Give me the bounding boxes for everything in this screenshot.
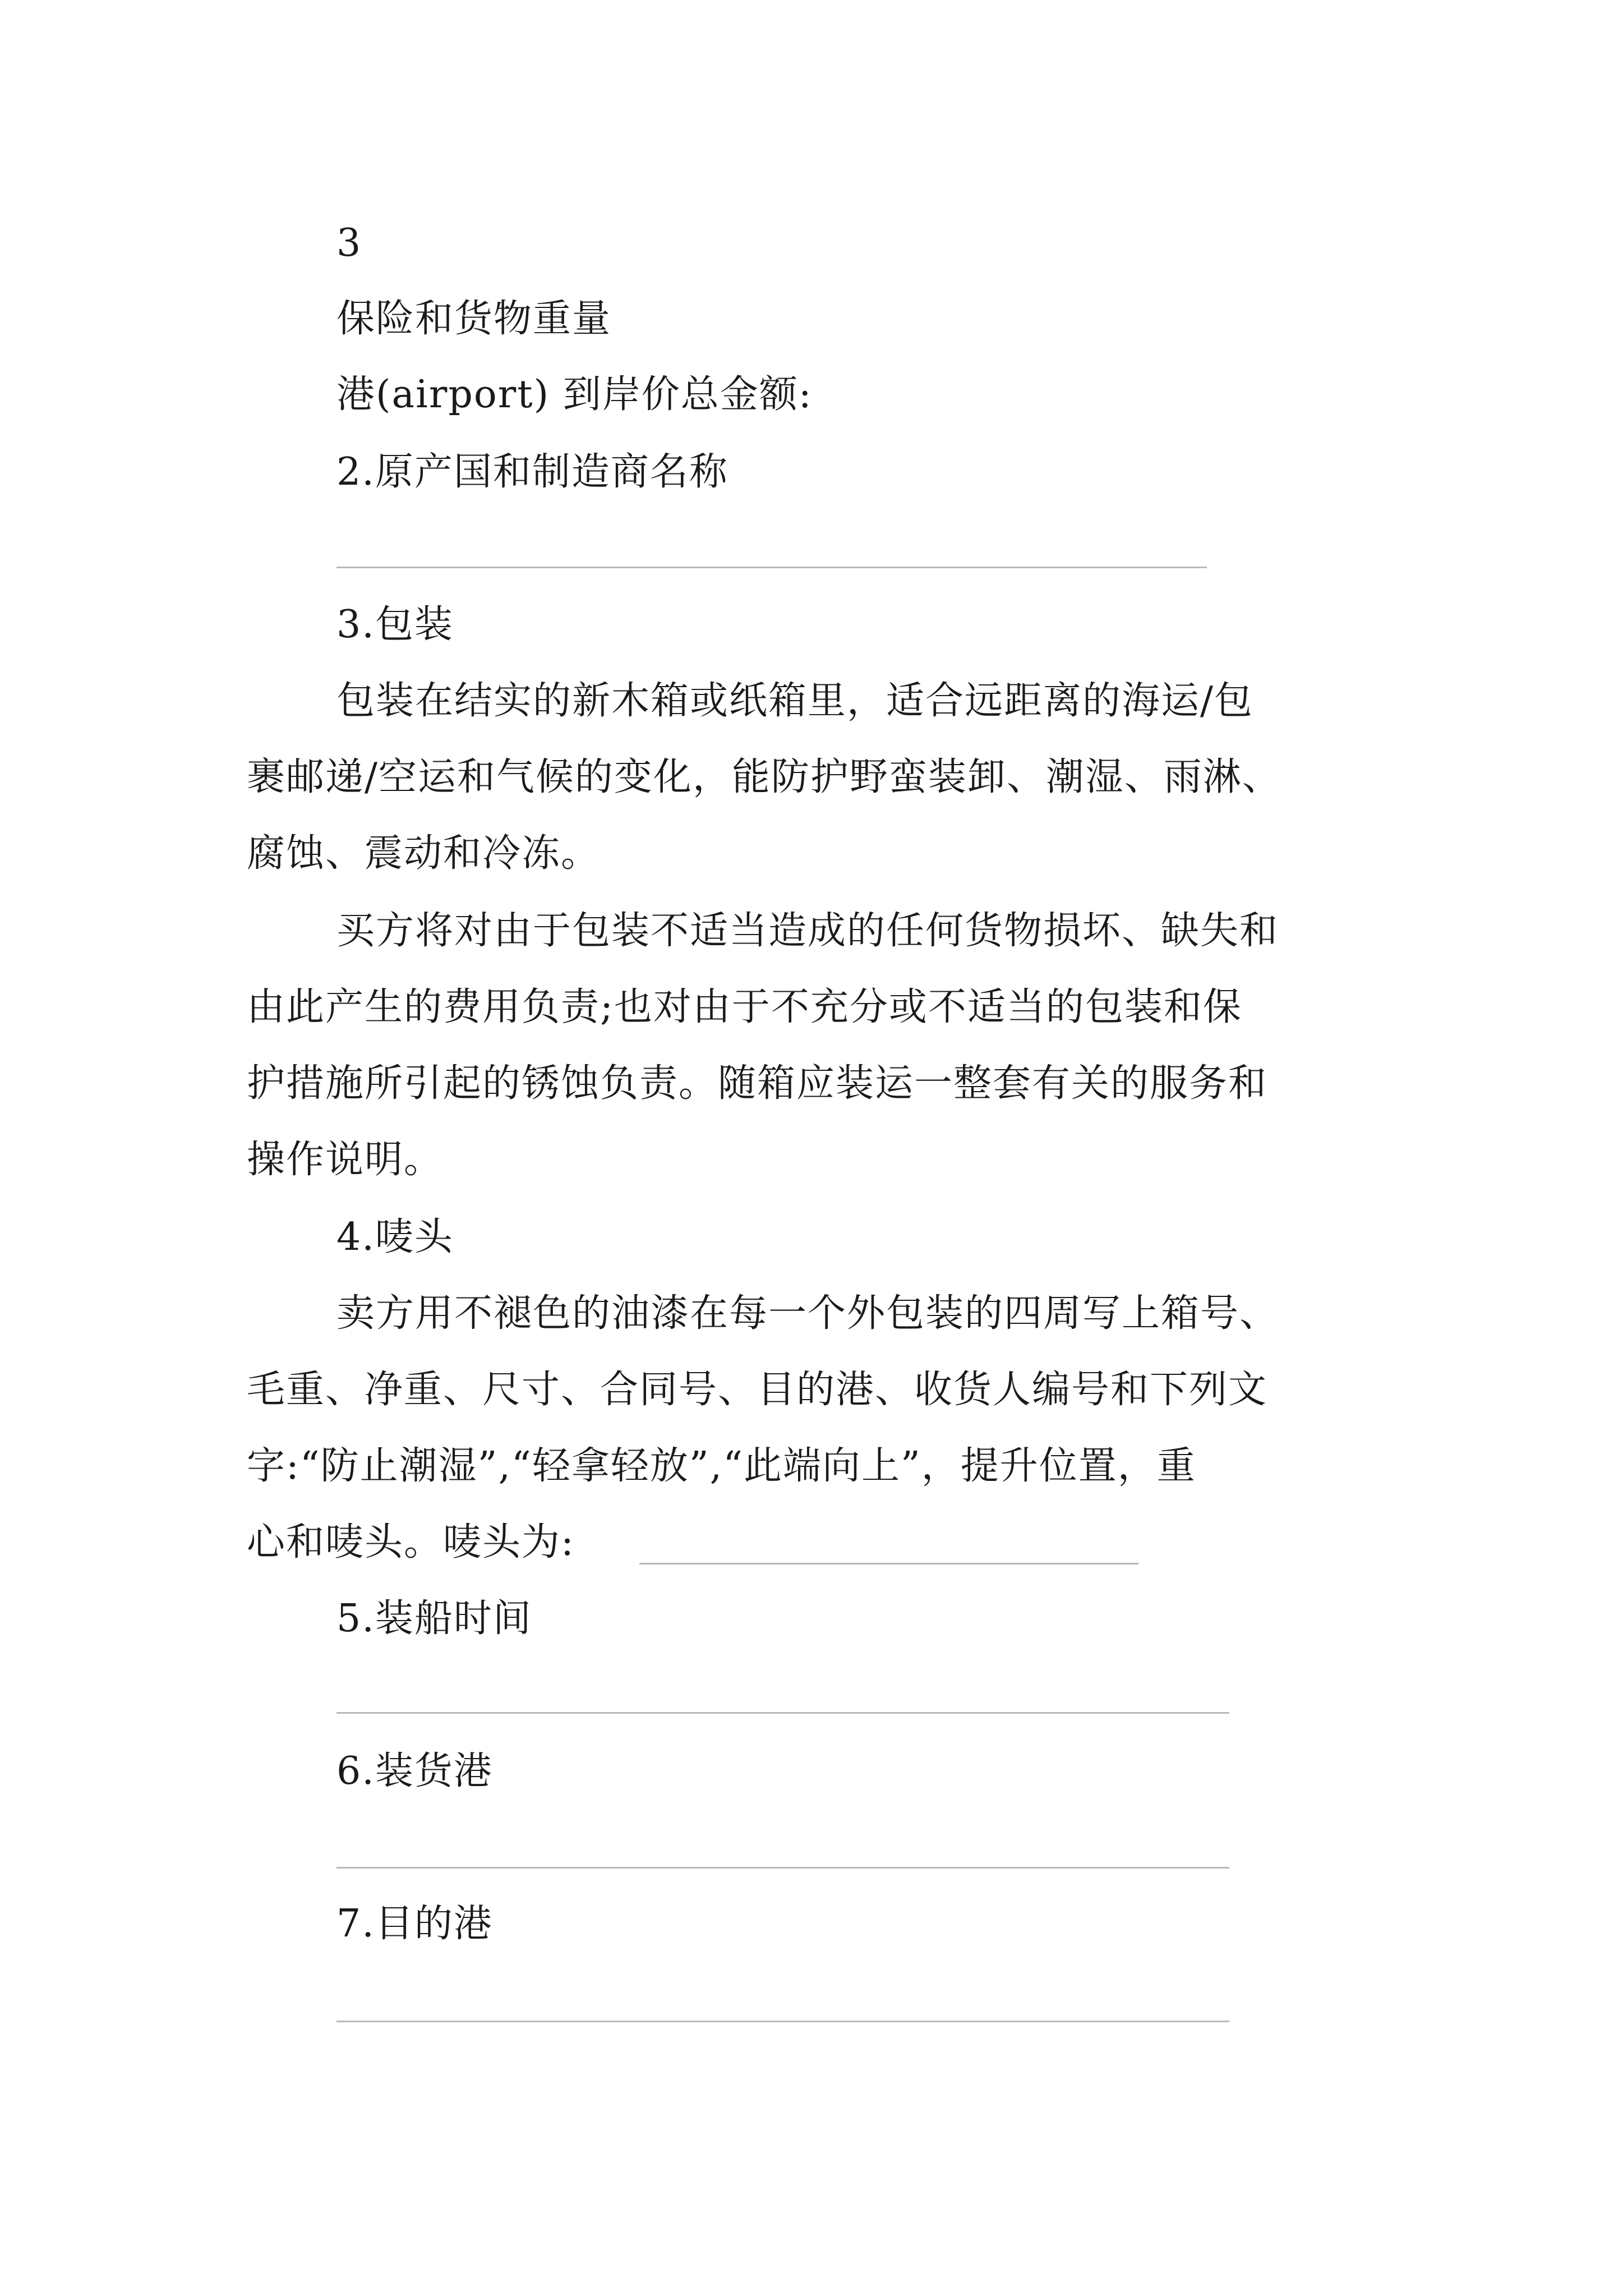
packing-para1-line2: 裹邮递/空运和气候的变化，能防护野蛮装卸、潮湿、雨淋、	[247, 755, 1281, 799]
packing-para2-line3: 护措施所引起的锈蚀负责。随箱应装运一整套有关的服务和	[247, 1061, 1268, 1106]
page-number-line: 3	[336, 221, 362, 265]
marks-para-line1: 卖方用不褪色的油漆在每一个外包装的四周写上箱号、	[336, 1291, 1279, 1336]
packing-para2-line1: 买方将对由于包装不适当造成的任何货物损坏、缺失和	[336, 909, 1279, 953]
section-3-heading: 3.包装	[336, 602, 454, 647]
marks-para-line2: 毛重、净重、尺寸、合同号、目的港、收货人编号和下列文	[247, 1368, 1268, 1412]
section-2-blank-line	[336, 567, 1207, 568]
packing-para1-line3: 腐蚀、震动和冷冻。	[247, 831, 601, 876]
packing-para2-line4: 操作说明。	[247, 1138, 444, 1182]
marks-para-line3: 字:“防止潮湿”,“轻拿轻放”,“此端向上”，提升位置，重	[247, 1444, 1196, 1488]
section-7-blank-line	[336, 2021, 1229, 2022]
cif-total-line: 港(airport) 到岸价总金额:	[336, 372, 813, 417]
packing-para1-line1: 包装在结实的新木箱或纸箱里，适合远距离的海运/包	[336, 679, 1253, 723]
packing-para2-line2: 由此产生的费用负责;也对由于不充分或不适当的包装和保	[247, 985, 1242, 1029]
marks-para-line4: 心和唛头。唛头为:	[247, 1520, 575, 1565]
section-2-heading: 2.原产国和制造商名称	[336, 450, 728, 494]
section-6-heading: 6.装货港	[336, 1749, 493, 1793]
insurance-weight-line: 保险和货物重量	[336, 297, 612, 341]
section-6-blank-line	[336, 1867, 1229, 1869]
section-7-heading: 7.目的港	[336, 1902, 493, 1946]
section-5-heading: 5.装船时间	[336, 1596, 532, 1641]
marks-blank-line	[639, 1563, 1138, 1565]
section-4-heading: 4.唛头	[336, 1215, 454, 1259]
section-5-blank-line	[336, 1712, 1229, 1714]
